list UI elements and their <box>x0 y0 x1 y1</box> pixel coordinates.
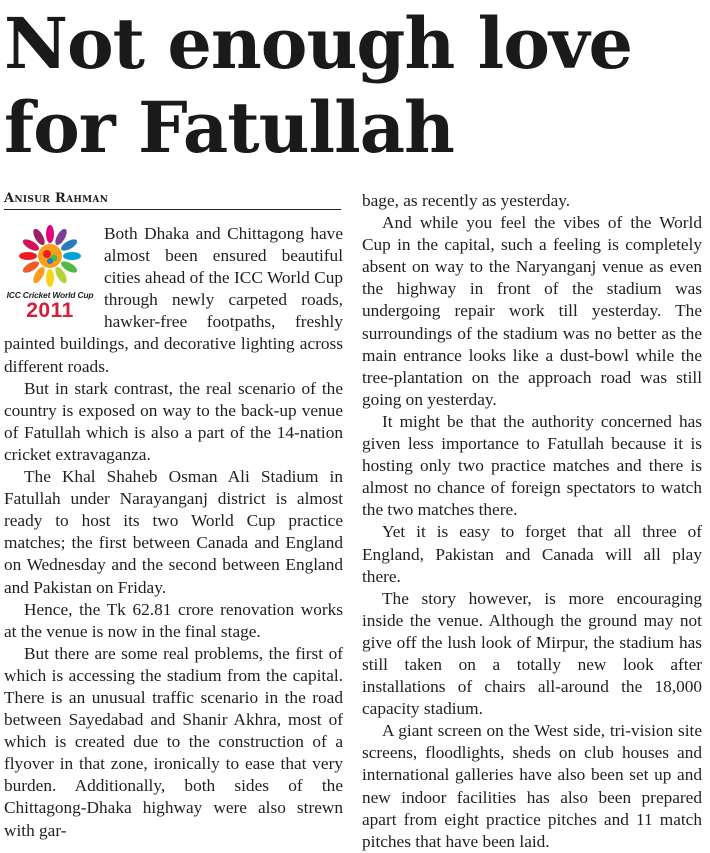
paragraph: A giant screen on the West side, tri-vision site screens, floodlights, sheds on club houses and international galleries have also been set up and new indoor facilities has also been prepared apart from eight practice pitches and 11 match pitches that have been laid. <box>362 721 702 851</box>
paragraph: The Khal Shaheb Osman Ali Stadium in Fatullah under Narayanganj district is almost ready to host its two World Cup practice matches; the first between Canada and England on Wednesday and the second between England and Pakistan on Friday. <box>4 467 343 597</box>
paragraph: It might be that the authority concerned has given less importance to Fatullah because it is hosting only two practice matches and there is almost no chance of foreign spectators to watch the two matches there. <box>362 411 702 520</box>
paragraph: Both Dhaka and Chittagong have almost been ensured beautiful cities ahead of the ICC World Cup through newly carpeted roads, hawker-free footpaths, freshly painted buildings, and decorative lighting across different roads. <box>4 224 343 376</box>
paragraph: The story however, is more encouraging inside the venue. Although the ground may not give off the lush look of Mirpur, the stadium has still taken on a totally new look after installations of chairs all-around the 18,000 capacity stadium. <box>362 588 702 719</box>
paragraph: But there are some real problems, the first of which is accessing the stadium from the capital. There is an unusual traffic scenario in the road between Sayedabad and Shanir Akhra, most of which is created due to the construction of a flyover in that zone, ironically to ease that very burden. Additionally, both sides of the Chittagong-Dhaka highway were also strewn with gar- <box>4 643 343 840</box>
article-column-left <box>4 223 343 842</box>
world-cup-emblem-icon <box>17 223 83 289</box>
logo-year: 2011 <box>26 299 74 322</box>
world-cup-logo <box>0 223 100 325</box>
paragraph: But in stark contrast, the real scenario of the country is exposed on way to the back-up venue of Fatullah which is also a part of the 14-nation cricket extravaganza. <box>4 378 343 464</box>
paragraph: Hence, the Tk 62.81 crore renovation works at the venue is now in the final stage. <box>4 599 343 641</box>
byline: Anisur Rahman <box>4 191 341 210</box>
paragraph: And while you feel the vibes of the World Cup in the capital, such a feeling is completely absent on way to the Naryanganj venue as even the highway in front of the stadium was undergoing repair work till yesterday. The surroundings of the stadium was no better as the main entrance looks like a dust-bowl while the tree-plantation on the approach road was still going on yesterday. <box>362 213 702 409</box>
article-column-right <box>362 190 702 853</box>
paragraph: Yet it is easy to forget that all three of England, Pakistan and Canada will all play there. <box>362 522 702 586</box>
headline: Not enough love for Fatullah <box>4 2 633 169</box>
paragraph-continued: bage, as recently as yesterday. <box>362 191 571 210</box>
logo-title: ICC Cricket World Cup <box>6 290 94 300</box>
